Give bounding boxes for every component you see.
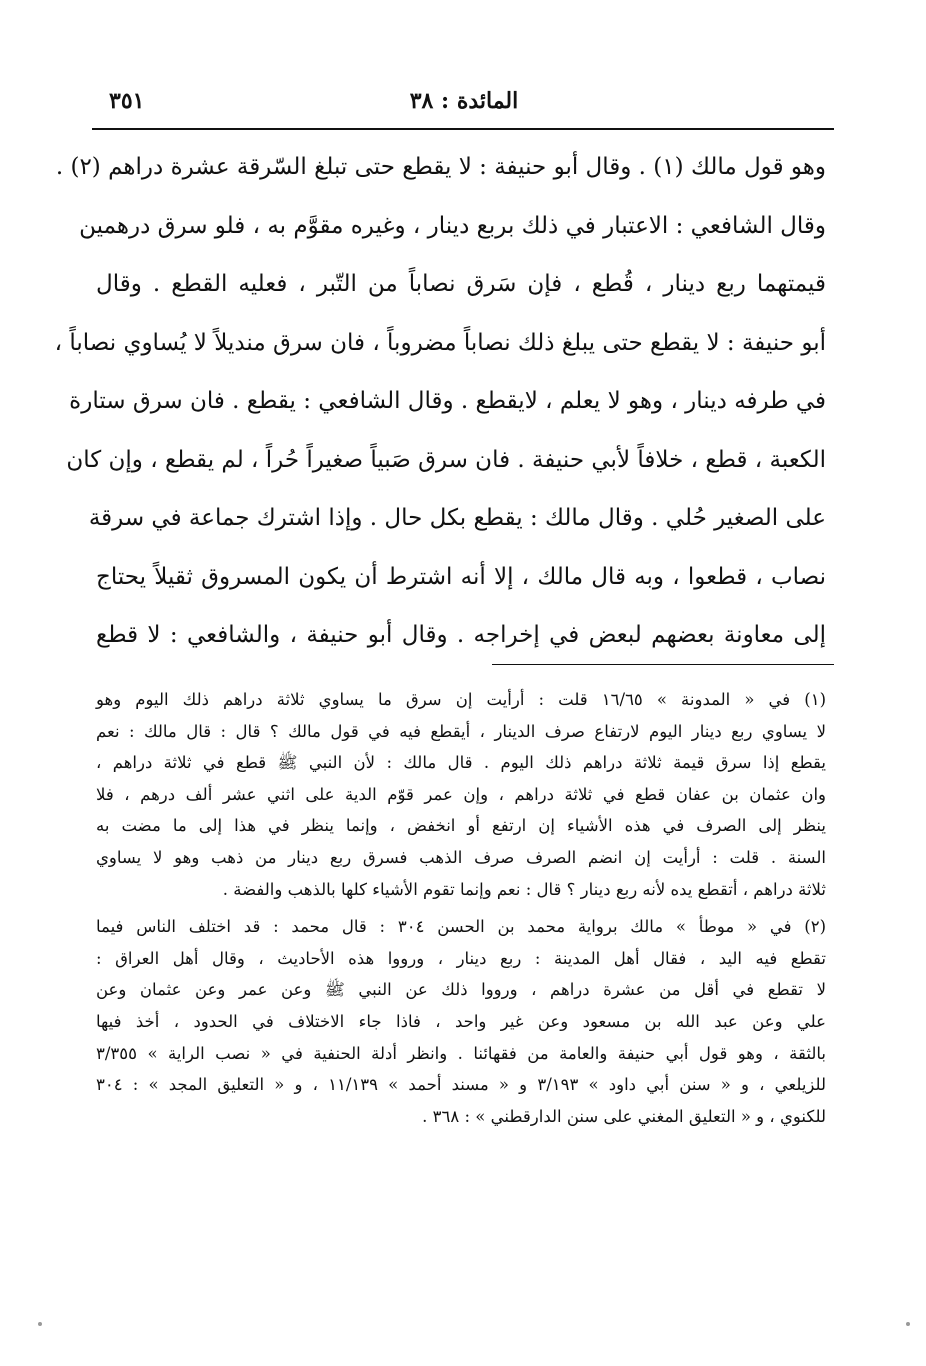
footnote-line: (٢) في « موطأ » مالك برواية محمد بن الحسن ٣٠٤ : قال محمد : قد اختلف الناس فيما: [96, 917, 827, 937]
footnote-line: بالثقة ، وهو قول أبي حنيفة والعامة من فقهائنا . وانظر أدلة الحنفية في « نصب الراية » ٣/٣٥٥: [96, 1043, 826, 1063]
scan-speck: [906, 1322, 910, 1326]
footnote-line: السنة . قلت : أرأيت إن انضم الصرف صرف الذهب فسرق ربع دينار من ذهب وهو لا يساوي: [96, 847, 826, 867]
chapter-verse-title: المائدة : ٣٨: [409, 88, 519, 114]
footnote-2: [96, 911, 826, 1132]
running-header: [95, 84, 833, 124]
main-text-line: قيمتهما ربع دينار ، قُطع ، فإن سَرق نصاباً من التّبر ، فعليه القطع . وقال: [96, 271, 826, 297]
footnote-line: وان عثمان بن عفان قطع في ثلاثة دراهم ، وإن عمر قوّم الدية على اثني عشر ألف درهم ، فلا: [96, 784, 826, 804]
footnote-line: ثلاثة دراهم ، أتقطع يده لأنه ربع دينار ؟ قال : نعم وإنما تقوم الأشياء كلها بالذهب والفضة .: [222, 879, 826, 899]
main-text-line: وهو قول مالك (١) . وقال أبو حنيفة : لا يقطع حتى تبلغ السّرقة عشرة دراهم (٢) .: [55, 154, 826, 180]
footnote-line: علي وعن عبد الله بن مسعود وعن غير واحد ، فاذا جاء الاختلاف في الحدود ، أخذ فيها: [96, 1011, 826, 1031]
footnote-line: يقطع إذا سرق قيمة ثلاثة دراهم ذلك اليوم . قال مالك : لأن النبي ﷺ قطع في ثلاثة دراهم ،: [96, 753, 826, 773]
main-text-line: أبو حنيفة : لا يقطع حتى يبلغ ذلك نصاباً مضروباً ، فان سرق منديلاً لا يُساوي نصاباً ،: [54, 329, 826, 356]
page-number: ٣٥١: [109, 88, 145, 114]
main-text-line: إلى معاونة بعضهم لبعض في إخراجه . وقال أبو حنيفة ، والشافعي : لا قطع: [96, 622, 826, 648]
main-text-line: في طرفه دينار ، وهو لا يعلم ، لايقطع . وقال الشافعي : يقطع . فان سرق ستارة: [69, 388, 826, 414]
main-text-line: الكعبة ، قطع ، خلافاً لأبي حنيفة . فان سرق صَبياً صغيراً حُراً ، لم يقطع ، وإن كان: [66, 446, 826, 473]
footnote-line: لا يساوي ربع دينار اليوم لارتفاع صرف الدينار ، أيقطع فيه في قول مالك ؟ قال : قال مالك : نعم: [96, 721, 826, 741]
header-rule: [92, 128, 834, 130]
footnote-line: لا تقطع في أقل من عشرة دراهم ، ورووا ذلك عن النبي ﷺ وعن عمر وعن عثمان وعن: [96, 980, 826, 1000]
footnote-line: للزيلعي ، و « سنن أبي داود » ٣/١٩٣ و « مسند أحمد » ١١/١٣٩ ، و « التعليق المجد » : ٣٠٤: [96, 1075, 827, 1095]
main-text-line: نصاب ، قطعوا ، وبه قال مالك ، إلا أنه اشترط أن يكون المسروق ثقيلاً يحتاج: [96, 563, 826, 590]
footnote-separator: [492, 664, 834, 665]
footnote-line: تقطع فيه اليد ، فقال أهل المدينة : ربع دينار ، ورووا هذه الأحاديث ، وقال أهل العراق :: [96, 948, 826, 968]
main-text-line: على الصغير حُلي . وقال مالك : يقطع بكل حال . وإذا اشترك جماعة في سرقة: [88, 505, 826, 531]
footnote-line: للكنوي ، و « التعليق المغني على سنن الدارقطني » : ٣٦٨ .: [422, 1106, 826, 1126]
footnote-1: [96, 684, 826, 905]
footnote-line: (١) في « المدونة » ١٦/٦٥ قلت : أرأيت إن سرق ما يساوي ثلاثة دراهم ذلك اليوم وهو: [96, 690, 826, 709]
scan-speck: [38, 1322, 42, 1326]
main-text: [54, 138, 826, 665]
footnotes: [96, 684, 826, 1132]
footnote-line: ينظر إلى الصرف في هذه الأشياء إن ارتفع أو انخفض ، وإنما ينظر في هذا إلى ما مضت به: [96, 816, 826, 836]
main-text-line: وقال الشافعي : الاعتبار في ذلك بربع دينار ، وغيره مقوَّم به ، فلو سرق درهمين: [79, 212, 826, 239]
